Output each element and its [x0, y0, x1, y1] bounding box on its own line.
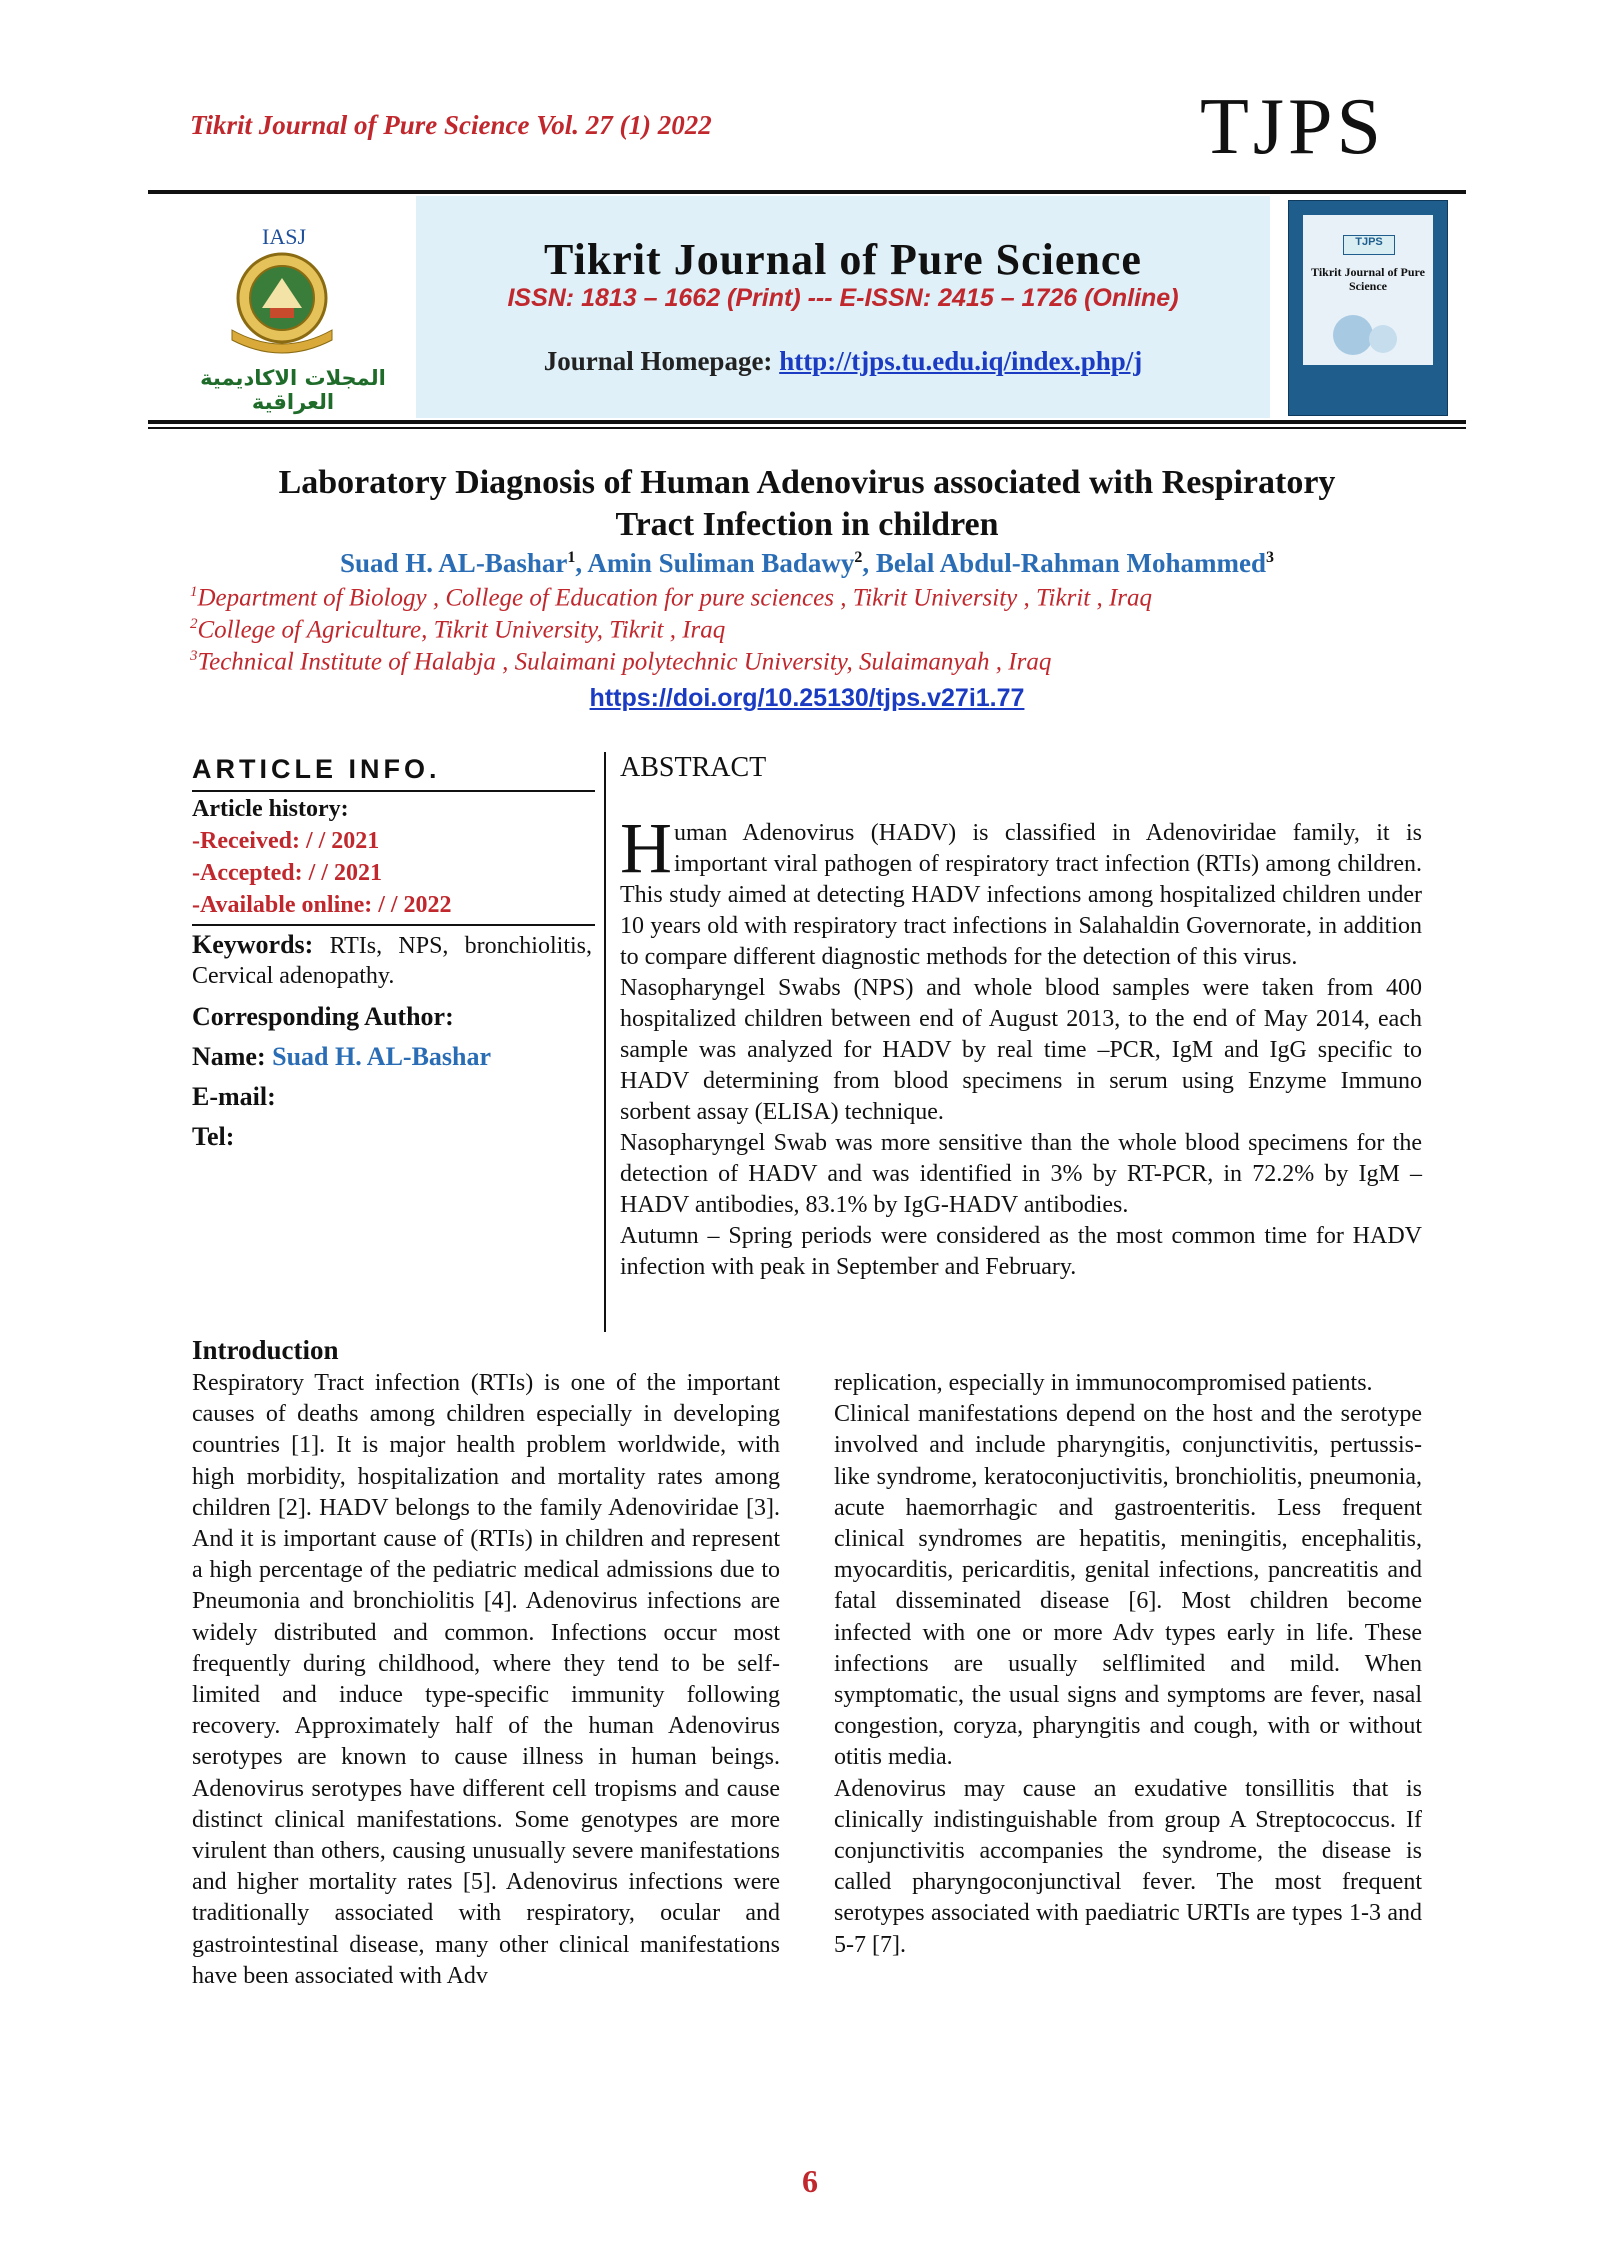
abstract-dropcap: H: [620, 808, 672, 888]
body-column-left: [192, 1368, 780, 1992]
keywords: [192, 930, 592, 991]
article-title: [150, 462, 1464, 546]
abstract-heading: ABSTRACT: [620, 752, 767, 783]
corresponding-author-label: Corresponding Author:: [192, 1002, 454, 1031]
abstract-paragraph-3: Nasopharyngel Swab was more sensitive than the whole blood specimens for the detection of HADV and was identified in 3% by RT-PCR, in 72.2% by IgM – HADV antibodies, 83.1% by IgG-HADV antibodies.: [620, 1130, 1422, 1218]
cover-panel: [1303, 215, 1433, 365]
article-info-rule-2: [192, 924, 595, 926]
abstract-paragraph-4: Autumn – Spring periods were considered as the most common time for HADV infection with peak in September and February.: [620, 1223, 1422, 1280]
author-1: Suad H. AL-Bashar: [340, 548, 568, 578]
intro-paragraph-3: Clinical manifestations depend on the host and the serotype involved and include pharyngitis, conjunctivitis, pertussis- like syndrome, keratoconjuctivitis, bronchiolitis, pneumonia, acute haemorrhagic and gastroenteritis. Less frequent clinical syndromes are hepatitis, meningitis, encephalitis, myocarditis, pericarditis, genital infections, pancreatitis and fatal disseminated disease [6]. Most children become infected with one or more Adv types early in life. These infections are usually selflimited and mild. When symptomatic, the usual signs and symptoms are fever, nasal congestion, coryza, pharyngitis and cough, with or without otitis media.: [834, 1401, 1422, 1771]
svg-text:IASJ: IASJ: [262, 224, 307, 249]
affiliation-2: $^2$College of Agriculture, Tikrit University, Tikrit , Iraq: [190, 616, 726, 644]
intro-paragraph-4: Adenovirus may cause an exudative tonsillitis that is clinically indistinguishable from group A Streptococcus. If conjunctivitis accompanies the syndrome, the disease is called pharyngoconjunctival fever. The most frequent serotypes associated with paediatric URTIs are types 1-3 and 5-7 [7].: [834, 1775, 1422, 1958]
affiliation-3: $^3$Technical Institute of Halabja , Sulaimani polytechnic University, Sulaimanyah , Iraq: [190, 648, 1052, 676]
affiliation-1: $^1$Department of Biology , College of Education for pure sciences , Tikrit University , Tikrit , Iraq: [190, 584, 1153, 612]
introduction-heading: Introduction: [192, 1335, 339, 1365]
author-2: Amin Suliman Badawy: [587, 548, 855, 578]
email-label: E-mail:: [192, 1082, 276, 1111]
homepage-link[interactable]: http://tjps.tu.edu.iq/index.php/j: [779, 346, 1143, 376]
journal-homepage: [416, 346, 1270, 377]
abstract-paragraph-1: Human Adenovirus (HADV) is classified in Adenoviridae family, it is important viral pathogen of respiratory tract infection (RTIs) among children. This study aimed at detecting HADV infections among hospitalized children under 10 years old with respiratory tract infections in Salahaldin Governorate, in addition to compare different diagnostic methods for the detection of this virus.: [620, 808, 1422, 970]
header-rule: [148, 190, 1466, 194]
keywords-label: Keywords:: [192, 930, 314, 959]
journal-banner: [148, 196, 1466, 418]
author-list: Suad H. AL-Bashar$^1$, Amin Suliman Badawy$^2$, Belal Abdul-Rahman Mohammed$^3$: [340, 548, 1274, 578]
intro-paragraph-1: Respiratory Tract infection (RTIs) is one of the important causes of deaths among children especially in developing countries [1]. It is major health problem worldwide, with high morbidity, hospitalization and mortality rates among children [2]. HADV belongs to the family Adenoviridae [3]. And it is important cause of (RTIs) in children and represent a high percentage of the pediatric medical admissions due to Pneumonia and bronchiolitis [4]. Adenovirus infections are widely distributed and common. Infections occur most frequently during childhood, where they tend to be self- limited and induce type-specific immunity following recovery. Approximately half of the human Adenovirus serotypes are known to cause illness in human beings. Adenovirus serotypes have different cell tropisms and cause distinct clinical manifestations. Some genotypes are more virulent than others, causing unusually severe manifestations and higher mortality rates [5]. Adenovirus infections were traditionally associated with respiratory, ocular and gastrointestinal disease, many other clinical manifestations have been associated with Adv: [192, 1370, 780, 1989]
abstract-paragraph-2: Nasopharyngel Swabs (NPS) and whole blood samples were taken from 400 hospitalized children between end of August 2013, to the end of May 2014, each sample was analyzed for HADV by real time –PCR, IgM and IgG specific to HADV determining from blood specimens in serum using Enzyme Immuno sorbent assay (ELISA) technique.: [620, 975, 1422, 1125]
journal-cover-thumbnail: [1288, 200, 1448, 416]
banner-rule-thin: [148, 427, 1466, 429]
keywords-value: RTIs, NPS, bronchiolitis, Cervical adenopathy.: [192, 933, 592, 989]
homepage-label: Journal Homepage:: [543, 346, 780, 376]
running-header: Tikrit Journal of Pure Science Vol. 27 (1) 2022: [190, 110, 712, 140]
doi-link[interactable]: https://doi.org/10.25130/tjps.v27i1.77: [589, 684, 1025, 712]
corresponding-name-value: Suad H. AL-Bashar: [272, 1042, 492, 1071]
cover-title: Tikrit Journal of Pure Science: [1311, 265, 1425, 293]
available-online-date: -Available online: / / 2022: [192, 892, 452, 918]
author-3: Belal Abdul-Rahman Mohammed: [875, 548, 1266, 578]
abstract-body: [620, 808, 1422, 1283]
cover-badge: TJPS: [1343, 235, 1395, 255]
page-number: 6: [802, 2163, 818, 2199]
column-divider: [604, 752, 606, 1332]
intro-paragraph-2: replication, especially in immunocompromised patients.: [834, 1370, 1373, 1396]
accepted-date: -Accepted: / / 2021: [192, 860, 382, 886]
journal-abbrev: TJPS: [1200, 83, 1385, 171]
issn-line: ISSN: 1813 – 1662 (Print) --- E-ISSN: 2415 – 1726 (Online): [507, 284, 1179, 312]
received-date: -Received: / / 2021: [192, 828, 380, 854]
article-title-line1: Laboratory Diagnosis of Human Adenovirus associated with Respiratory: [278, 464, 1336, 501]
journal-title: Tikrit Journal of Pure Science: [544, 235, 1142, 284]
article-info-rule: [192, 790, 595, 792]
corresponding-name: Name: Suad H. AL-Bashar: [192, 1042, 492, 1071]
iasj-logo: [162, 218, 424, 414]
article-info-heading: ARTICLE INFO.: [192, 754, 441, 784]
banner-center: [416, 196, 1270, 418]
cover-art-icon: [1303, 305, 1433, 365]
banner-rule-thick: [148, 420, 1466, 424]
article-title-line2: Tract Infection in children: [615, 506, 999, 543]
tel-label: Tel:: [192, 1122, 235, 1151]
body-column-right: [834, 1368, 1422, 1961]
article-history-label: Article history:: [192, 796, 349, 822]
iasj-arabic-label: المجلات الاكاديمية العراقية: [200, 366, 386, 414]
